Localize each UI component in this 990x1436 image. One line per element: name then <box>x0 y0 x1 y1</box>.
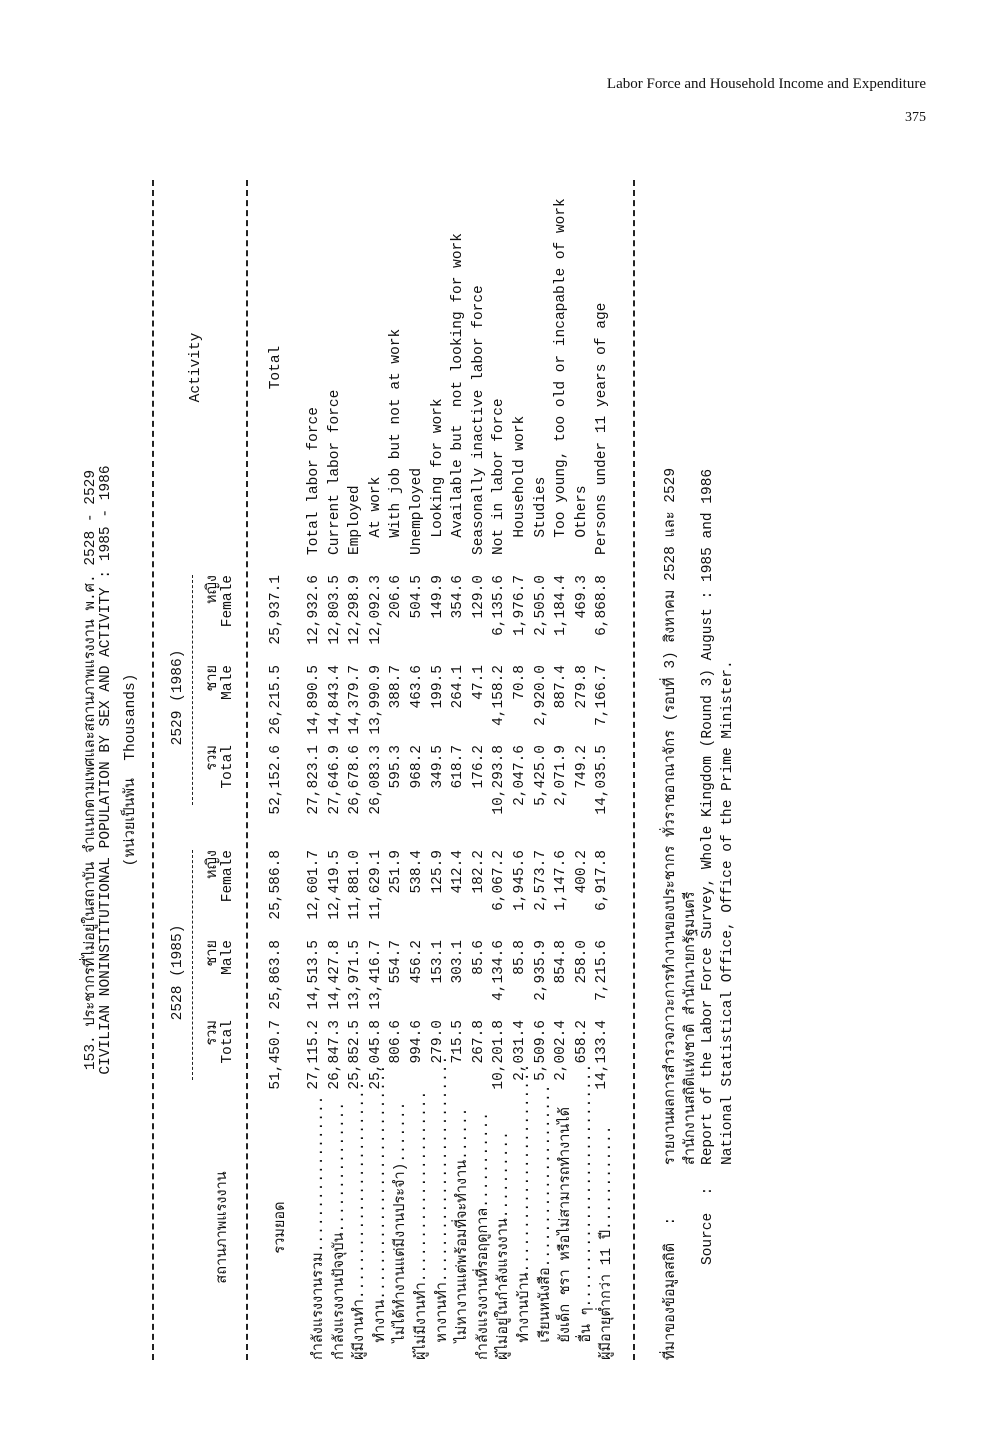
table-row <box>491 180 511 1360</box>
table-row <box>409 180 429 1360</box>
row-value: 1,976.7 <box>512 575 528 636</box>
table-unit: (หน่วยเป็นพัน Thousands) <box>123 673 139 867</box>
row-value: 463.6 <box>409 665 425 709</box>
row-value: 125.9 <box>429 850 446 894</box>
row-value: 14,035.5 <box>594 745 611 815</box>
row-value: 2,573.7 <box>532 850 549 911</box>
row-value: 26,678.6 <box>347 745 364 815</box>
row-value: 538.4 <box>409 850 425 894</box>
row-value: 4,134.6 <box>491 940 508 1001</box>
row-value: 13,416.7 <box>367 940 384 1010</box>
page-number: 375 <box>905 110 926 125</box>
row-value: 2,071.9 <box>553 745 570 806</box>
row-value: 595.3 <box>388 745 405 789</box>
source-eng-text-1: Report of the Labor Force Survey, Whole Kingdom (Round 3) August : 1985 and 1986 <box>700 468 716 1165</box>
total-row <box>268 180 288 1360</box>
row-value: 85.6 <box>470 940 487 975</box>
row-value: 504.5 <box>409 575 425 619</box>
table-row <box>512 180 532 1360</box>
sub-eng-3: Female <box>220 850 236 903</box>
table-row <box>574 180 594 1360</box>
row-thai-label: เรียนหนังสือ..................... <box>537 1084 554 1360</box>
table-row <box>347 180 367 1360</box>
row-value: 6,868.8 <box>594 575 611 636</box>
subheader-eng-row <box>220 180 240 1360</box>
row-eng-label: Persons under 11 years of age <box>594 302 611 555</box>
row-value: 149.9 <box>429 575 446 619</box>
row-eng-label: Available but not looking for work <box>450 233 467 555</box>
total-v1: 51,450.7 <box>268 1020 284 1090</box>
row-thai-label: ผู้ไม่มีงานทำ...................... <box>414 1090 430 1360</box>
source-eng-line-1 <box>700 180 720 1360</box>
row-value: 14,427.8 <box>326 940 343 1010</box>
running-head: Labor Force and Household Income and Expenditure <box>606 76 926 92</box>
row-value: 2,920.0 <box>532 665 549 726</box>
row-value: 47.1 <box>470 665 487 700</box>
row-value: 26,083.3 <box>367 745 384 815</box>
row-value: 4,158.2 <box>491 665 508 726</box>
row-value: 199.5 <box>429 665 446 709</box>
row-eng-label: Studies <box>532 476 549 555</box>
sub-thai-5: ชาย <box>205 665 221 692</box>
row-value: 412.4 <box>450 850 467 894</box>
row-value: 153.1 <box>429 940 446 984</box>
row-value: 2,505.0 <box>532 575 549 636</box>
row-thai-label: กำลังแรงงานรวม.................. <box>311 1095 327 1360</box>
header-rule <box>246 180 248 1360</box>
row-value: 12,092.3 <box>367 575 384 645</box>
source-thai-text-2: สำนักงานสถิติแห่งชาติ สำนักนายกรัฐมนตรี <box>683 891 699 1165</box>
row-value: 303.1 <box>450 940 467 984</box>
row-value: 12,298.9 <box>347 575 364 645</box>
row-value: 85.8 <box>512 940 528 975</box>
col-thai-header: สถานภาพแรงงาน <box>215 1171 231 1284</box>
row-value: 12,803.5 <box>326 575 343 645</box>
row-value: 806.6 <box>388 1020 405 1064</box>
row-value: 658.2 <box>573 1020 590 1064</box>
row-value: 14,843.4 <box>326 665 343 735</box>
year-1986-rule <box>192 575 193 805</box>
row-eng-label: Seasonally inactive labor force <box>470 285 487 555</box>
table-row <box>388 180 408 1360</box>
row-eng-label: Unemployed <box>409 467 425 555</box>
rotated-table <box>78 180 798 1360</box>
row-value: 10,293.8 <box>491 745 508 815</box>
row-value: 258.0 <box>573 940 590 984</box>
bottom-rule <box>633 180 635 1360</box>
row-eng-label: Employed <box>347 485 364 555</box>
total-eng: Total <box>268 345 284 390</box>
row-value: 2,031.4 <box>512 1020 528 1081</box>
source-thai-line-1 <box>658 180 678 1360</box>
row-value: 618.7 <box>450 745 467 789</box>
row-thai-label: ไม่หางานแต่พร้อมที่จะทำงาน...... <box>455 1107 472 1360</box>
row-value: 11,629.1 <box>367 850 384 920</box>
row-value: 349.5 <box>429 745 446 789</box>
total-v4: 52,152.6 <box>268 745 284 815</box>
row-thai-label: กำลังแรงงานปัจจุบัน............... <box>331 1101 348 1360</box>
total-v2: 25,863.8 <box>268 940 284 1010</box>
row-eng-label: Too young, too old or incapable of work <box>553 198 570 555</box>
source-thai-line-2 <box>678 180 698 1360</box>
row-value: 6,917.8 <box>594 850 611 911</box>
row-thai-label: ทำงานบ้าน........................ <box>517 1063 533 1360</box>
row-eng-label: Household work <box>512 415 528 555</box>
row-thai-label: ผู้มีงานทำ......................... <box>352 1081 369 1360</box>
row-value: 5,509.6 <box>532 1020 549 1081</box>
row-value: 14,513.5 <box>306 940 322 1010</box>
row-value: 10,201.8 <box>491 1020 508 1090</box>
row-value: 554.7 <box>388 940 405 984</box>
row-value: 27,646.9 <box>326 745 343 815</box>
col-eng-header: Activity <box>188 332 204 403</box>
row-value: 14,890.5 <box>306 665 322 735</box>
table-row <box>327 180 347 1360</box>
row-thai-label: ผู้มีอายุต่ำกว่า 11 ปี............ <box>599 1125 616 1360</box>
row-value: 2,002.4 <box>553 1020 570 1081</box>
total-v3: 25,586.8 <box>268 850 284 920</box>
table-row <box>471 180 491 1360</box>
row-value: 12,932.6 <box>306 575 322 645</box>
table-title-thai: 153. ประชากรที่ไม่อยู่ในสถาบัน จำแนกตามเพศและสถานภาพแรงงาน พ.ศ. 2528 - 2529 <box>83 469 99 1071</box>
row-value: 749.2 <box>573 745 590 789</box>
row-eng-label: Others <box>573 485 590 555</box>
source-eng-label: Source : <box>700 1186 716 1265</box>
year-1985-header: 2528 (1985) <box>170 924 186 1021</box>
row-value: 388.7 <box>388 665 405 709</box>
sub-eng-6: Female <box>220 575 236 628</box>
row-value: 25,852.5 <box>347 1020 364 1090</box>
row-value: 267.8 <box>470 1020 487 1064</box>
top-rule <box>152 180 154 1360</box>
source-eng-line-2 <box>720 180 740 1360</box>
sub-thai-3: หญิง <box>205 850 221 879</box>
row-value: 2,935.9 <box>532 940 549 1001</box>
row-eng-label: Current labor force <box>326 389 343 555</box>
row-value: 12,601.7 <box>306 850 322 920</box>
row-value: 354.6 <box>450 575 467 619</box>
row-value: 12,419.5 <box>326 850 343 920</box>
row-value: 6,067.2 <box>491 850 508 911</box>
table-row <box>533 180 553 1360</box>
row-value: 7,215.6 <box>594 940 611 1001</box>
row-value: 400.2 <box>573 850 590 894</box>
row-eng-label: Total labor force <box>306 407 322 555</box>
table-row <box>553 180 573 1360</box>
row-eng-label: Looking for work <box>429 398 446 555</box>
row-value: 2,047.6 <box>512 745 528 806</box>
table-row <box>368 180 388 1360</box>
subheader-thai-row <box>200 180 220 1360</box>
row-value: 182.2 <box>470 850 487 894</box>
total-v6: 25,937.1 <box>268 575 284 645</box>
sub-thai-4: รวม <box>205 745 221 771</box>
total-v5: 26,215.5 <box>268 665 284 735</box>
sub-thai-1: รวม <box>205 1020 221 1046</box>
year-1986-header: 2529 (1986) <box>170 649 186 746</box>
total-thai: รวมยอด <box>273 1201 289 1254</box>
row-thai-label: ยังเด็ก ชรา หรือไม่สามารถทำงานได้ <box>558 1106 575 1360</box>
row-value: 968.2 <box>409 745 425 789</box>
row-value: 715.5 <box>450 1020 467 1064</box>
row-value: 264.1 <box>450 665 467 709</box>
row-value: 13,990.9 <box>367 665 384 735</box>
row-value: 26,847.3 <box>326 1020 343 1090</box>
row-value: 7,166.7 <box>594 665 611 726</box>
row-eng-label: At work <box>367 476 384 555</box>
sub-eng-4: Total <box>220 745 236 789</box>
source-eng-text-2: National Statistical Office, Office of the Prime Minister. <box>720 660 736 1165</box>
source-thai-text-1: รายงานผลการสำรวจภาวะการทำงานของประชากร ทั่วราชอาณาจักร (รอบที่ 3) สิงหาคม 2528 และ 2529 <box>663 467 679 1165</box>
row-value: 887.4 <box>553 665 570 709</box>
row-value: 176.2 <box>470 745 487 789</box>
row-value: 994.6 <box>409 1020 425 1064</box>
table-title-eng: CIVILIAN NONINSTITUTIONAL POPULATION BY SEX AND ACTIVITY : 1985 - 1986 <box>98 465 114 1075</box>
sub-eng-1: Total <box>220 1020 236 1064</box>
row-value: 469.3 <box>573 575 590 619</box>
row-value: 1,147.6 <box>553 850 570 911</box>
row-eng-label: Not in labor force <box>491 398 508 555</box>
sub-thai-2: ชาย <box>205 940 221 967</box>
row-value: 27,823.1 <box>306 745 322 815</box>
row-value: 279.8 <box>573 665 590 709</box>
row-thai-label: หางานทำ.......................... <box>434 1055 451 1360</box>
row-value: 206.6 <box>388 575 405 619</box>
row-value: 13,971.5 <box>347 940 364 1010</box>
row-thai-label: กำลังแรงงานที่รอฤดูกาล........... <box>475 1111 492 1360</box>
row-value: 27,115.2 <box>306 1020 322 1090</box>
row-value: 279.0 <box>429 1020 446 1064</box>
row-thai-label: ไม่ได้ทำงานแต่มีงานประจำ)....... <box>393 1101 410 1360</box>
table-row <box>430 180 450 1360</box>
sub-eng-2: Male <box>220 940 236 975</box>
row-value: 25,045.8 <box>367 1020 384 1090</box>
row-value: 5,425.0 <box>532 745 549 806</box>
row-value: 854.8 <box>553 940 570 984</box>
table-row <box>594 180 614 1360</box>
source-thai-label: ที่มาของข้อมูลสถิติ : <box>663 1216 679 1360</box>
table-row <box>450 180 470 1360</box>
sub-eng-5: Male <box>220 665 236 700</box>
row-thai-label: ทำงาน........................... <box>372 1064 389 1360</box>
row-value: 1,945.6 <box>512 850 528 911</box>
year-1985-rule <box>192 850 193 1080</box>
row-thai-label: ผู้ไม่อยู่ในกำลังแรงงาน.......... <box>496 1131 513 1360</box>
sub-thai-6: หญิง <box>205 575 221 604</box>
row-thai-label: อื่น ๆ............................ <box>578 1063 595 1360</box>
row-eng-label: With job but not at work <box>388 328 405 555</box>
row-value: 14,133.4 <box>594 1020 611 1090</box>
row-value: 251.9 <box>388 850 405 894</box>
table-row <box>306 180 326 1360</box>
row-value: 129.0 <box>470 575 487 619</box>
row-value: 11,881.0 <box>347 850 364 920</box>
row-value: 1,184.4 <box>553 575 570 636</box>
row-value: 70.8 <box>512 665 528 700</box>
row-value: 456.2 <box>409 940 425 984</box>
row-value: 6,135.6 <box>491 575 508 636</box>
row-value: 14,379.7 <box>347 665 364 735</box>
